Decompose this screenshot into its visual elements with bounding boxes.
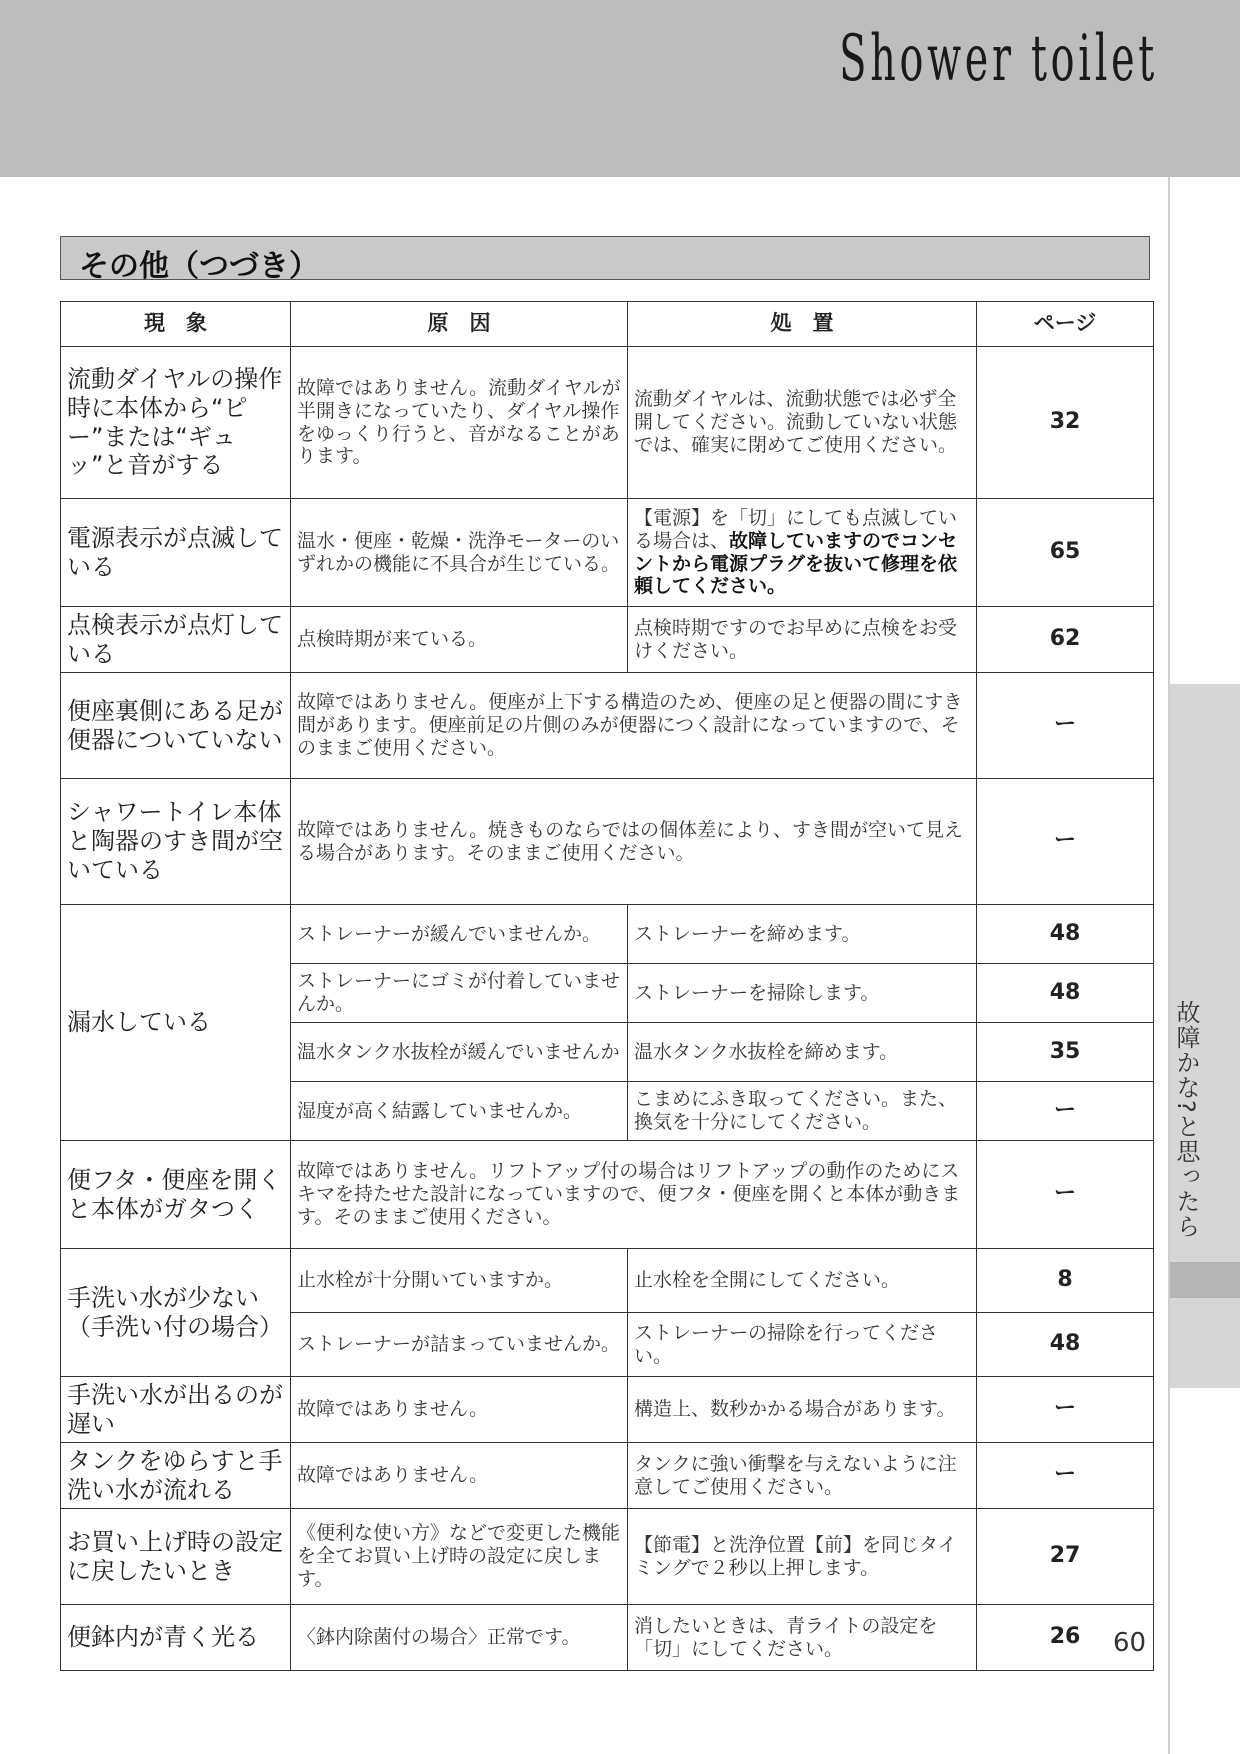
cause-cell: 止水栓が十分開いていますか。 <box>291 1249 628 1313</box>
page-ref: ー <box>977 1377 1154 1443</box>
column-header-fix: 処 置 <box>628 302 977 347</box>
phenomenon-cell: お買い上げ時の設定に戻したいとき <box>61 1509 291 1605</box>
fix-cell: ストレーナーを掃除します。 <box>628 964 977 1023</box>
page-ref: ー <box>977 1082 1154 1141</box>
column-header-cause: 原 因 <box>291 302 628 347</box>
brand-logo: Shower toilet <box>839 22 1158 96</box>
table-row <box>61 1141 1154 1249</box>
table-row <box>61 347 1154 499</box>
cause-cell: 故障ではありません。流動ダイヤルが半開きになっていたり、ダイヤル操作をゆっくり行うと、音がなることがあります。 <box>291 347 628 499</box>
fix-cell <box>628 499 977 607</box>
phenomenon-cell: 手洗い水が出るのが遅い <box>61 1377 291 1443</box>
phenomenon-cell: 便座裏側にある足が便器についていない <box>61 673 291 779</box>
phenomenon-cell: 電源表示が点滅している <box>61 499 291 607</box>
fix-warning-text: 故障していますのでコンセントから電源プラグを抜いて修理を依頼してください。 <box>634 529 958 598</box>
cause-cell: 故障ではありません。便座が上下する構造のため、便座の足と便器の間にすき間があります。便座前足の片側のみが便器につく設計になっていますので、そのままご使用ください。 <box>291 673 977 779</box>
table-row <box>61 905 1154 964</box>
fix-cell: 【節電】と洗浄位置【前】を同じタイミングで２秒以上押します。 <box>628 1509 977 1605</box>
page-ref: ー <box>977 673 1154 779</box>
column-header-page: ページ <box>977 302 1154 347</box>
page-ref[interactable]: 48 <box>977 964 1154 1023</box>
fix-cell: こまめにふき取ってください。また、換気を十分にしてください。 <box>628 1082 977 1141</box>
page-ref[interactable]: 8 <box>977 1249 1154 1313</box>
cause-cell: ストレーナーが詰まっていませんか。 <box>291 1313 628 1377</box>
page-ref[interactable]: 35 <box>977 1023 1154 1082</box>
fix-cell: 温水タンク水抜栓を締めます。 <box>628 1023 977 1082</box>
fix-cell: 点検時期ですのでお早めに点検をお受けください。 <box>628 607 977 673</box>
cause-cell: 故障ではありません。リフトアップ付の場合はリフトアップの動作のためにスキマを持たせた設計になっていますので、便フタ・便座を開くと本体が動きます。そのままご使用ください。 <box>291 1141 977 1249</box>
cause-cell: 温水・便座・乾燥・洗浄モーターのいずれかの機能に不具合が生じている。 <box>291 499 628 607</box>
table-row <box>61 1249 1154 1313</box>
phenomenon-cell: 便鉢内が青く光る <box>61 1605 291 1671</box>
fix-cell: ストレーナーの掃除を行ってください。 <box>628 1313 977 1377</box>
cause-cell: 点検時期が来ている。 <box>291 607 628 673</box>
page-ref[interactable]: 62 <box>977 607 1154 673</box>
table-row <box>61 779 1154 905</box>
page-ref: ー <box>977 1141 1154 1249</box>
fix-cell: 構造上、数秒かかる場合があります。 <box>628 1377 977 1443</box>
section-title-bar <box>60 236 1150 284</box>
fix-cell: 流動ダイヤルは、流動状態では必ず全開してください。流動していない状態では、確実に閉めてご使用ください。 <box>628 347 977 499</box>
fix-text: 【電源】を「切」にしても点滅している場合は、 <box>634 506 958 552</box>
side-tab-marker <box>1170 1262 1240 1298</box>
cause-cell: 《便利な使い方》などで変更した機能を全てお買い上げ時の設定に戻します。 <box>291 1509 628 1605</box>
table-row <box>61 499 1154 607</box>
page-ref[interactable]: 48 <box>977 1313 1154 1377</box>
fix-cell: タンクに強い衝撃を与えないように注意してご使用ください。 <box>628 1443 977 1509</box>
fix-cell: 消したいときは、青ライトの設定を「切」にしてください。 <box>628 1605 977 1671</box>
table-row <box>61 607 1154 673</box>
page-ref: ー <box>977 1443 1154 1509</box>
fix-cell: ストレーナーを締めます。 <box>628 905 977 964</box>
page-ref[interactable]: 32 <box>977 347 1154 499</box>
phenomenon-cell: シャワートイレ本体と陶器のすき間が空いている <box>61 779 291 905</box>
table-header-row <box>61 302 1154 347</box>
cause-cell: 故障ではありません。 <box>291 1443 628 1509</box>
page-ref[interactable]: 48 <box>977 905 1154 964</box>
page-ref[interactable]: 27 <box>977 1509 1154 1605</box>
troubleshooting-table <box>60 301 1154 1671</box>
phenomenon-cell: 点検表示が点灯している <box>61 607 291 673</box>
page-number: 60 <box>1113 1628 1147 1658</box>
cause-cell: 温水タンク水抜栓が緩んでいませんか <box>291 1023 628 1082</box>
phenomenon-cell: 漏水している <box>61 905 291 1141</box>
table-row <box>61 1377 1154 1443</box>
section-title: その他（つづき） <box>79 249 319 284</box>
table-row <box>61 673 1154 779</box>
table-row <box>61 1605 1154 1671</box>
cause-cell: 〈鉢内除菌付の場合〉正常です。 <box>291 1605 628 1671</box>
page-ref: ー <box>977 779 1154 905</box>
cause-cell: ストレーナーが緩んでいませんか。 <box>291 905 628 964</box>
cause-cell: 故障ではありません。焼きものならではの個体差により、すき間が空いて見える場合があります。そのままご使用ください。 <box>291 779 977 905</box>
phenomenon-cell: 便フタ・便座を開くと本体がガタつく <box>61 1141 291 1249</box>
phenomenon-cell: 手洗い水が少ない（手洗い付の場合） <box>61 1249 291 1377</box>
page-ref[interactable]: 26 <box>977 1605 1154 1671</box>
cause-cell: 湿度が高く結露していませんか。 <box>291 1082 628 1141</box>
phenomenon-cell: タンクをゆらすと手洗い水が流れる <box>61 1443 291 1509</box>
table-row <box>61 1443 1154 1509</box>
column-header-phenomenon: 現 象 <box>61 302 291 347</box>
cause-cell: ストレーナーにゴミが付着していませんか。 <box>291 964 628 1023</box>
page-ref[interactable]: 65 <box>977 499 1154 607</box>
side-tab-label: 故障かな?と思ったら <box>1172 1000 1200 1239</box>
cause-cell: 故障ではありません。 <box>291 1377 628 1443</box>
fix-cell: 止水栓を全開にしてください。 <box>628 1249 977 1313</box>
table-row <box>61 1509 1154 1605</box>
phenomenon-cell: 流動ダイヤルの操作時に本体から“ピー”または“ギュッ”と音がする <box>61 347 291 499</box>
